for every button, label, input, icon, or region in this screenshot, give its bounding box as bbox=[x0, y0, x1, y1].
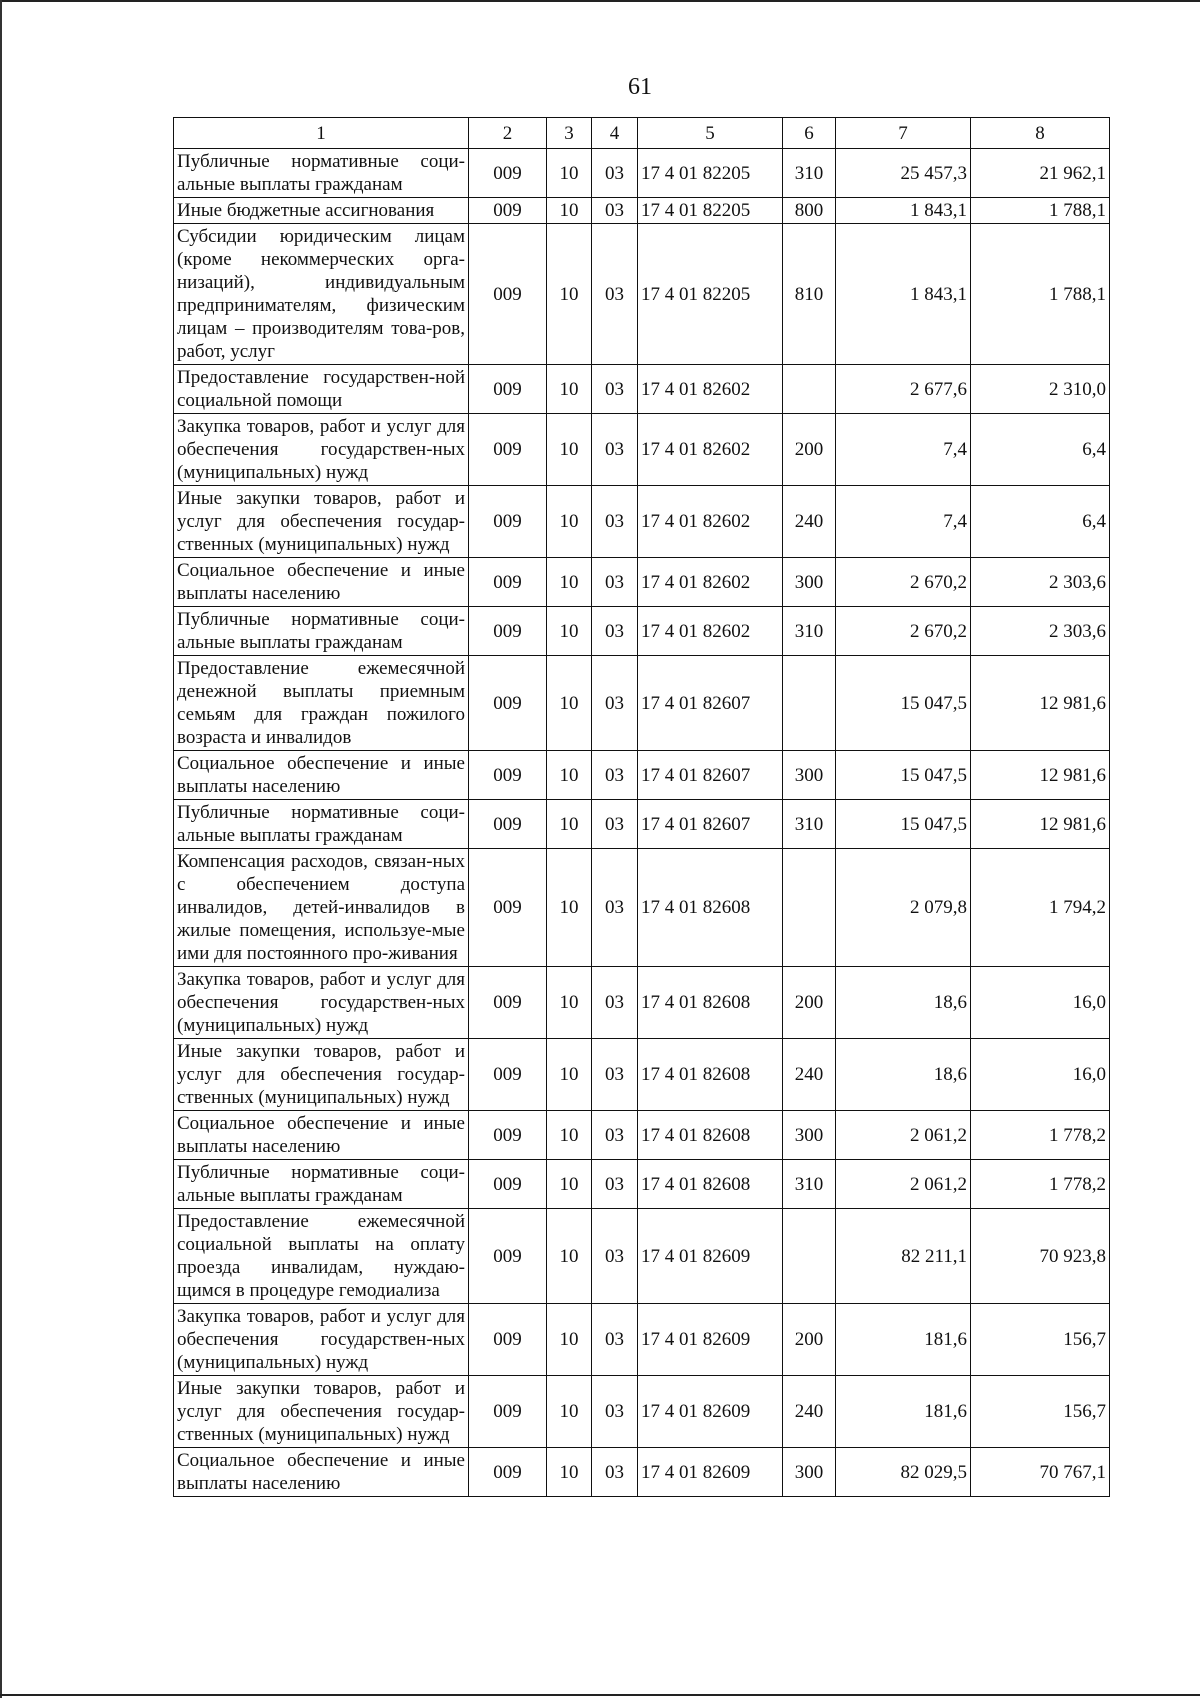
expense-type-code: 310 bbox=[783, 1160, 836, 1209]
amount-col8: 12 981,6 bbox=[971, 800, 1110, 849]
target-article-code: 17 4 01 82608 bbox=[638, 1039, 783, 1111]
target-article-code: 17 4 01 82607 bbox=[638, 751, 783, 800]
target-article-code: 17 4 01 82602 bbox=[638, 365, 783, 414]
column-header: 2 bbox=[469, 118, 547, 149]
column-header: 7 bbox=[836, 118, 971, 149]
row-description: Иные закупки товаров, работ и услуг для обеспечения государ-ственных (муниципальных) нужд bbox=[174, 486, 469, 558]
amount-col8: 2 310,0 bbox=[971, 365, 1110, 414]
column-header: 4 bbox=[592, 118, 638, 149]
row-description: Публичные нормативные соци-альные выплаты гражданам bbox=[174, 1160, 469, 1209]
amount-col7: 2 061,2 bbox=[836, 1160, 971, 1209]
amount-col7: 2 670,2 bbox=[836, 558, 971, 607]
target-article-code: 17 4 01 82608 bbox=[638, 1111, 783, 1160]
section-code: 10 bbox=[547, 149, 592, 198]
admin-code: 009 bbox=[469, 486, 547, 558]
budget-table bbox=[173, 117, 1110, 1497]
amount-col7: 82 211,1 bbox=[836, 1209, 971, 1304]
amount-col8: 12 981,6 bbox=[971, 751, 1110, 800]
header-row bbox=[174, 118, 1110, 149]
amount-col8: 1 788,1 bbox=[971, 224, 1110, 365]
column-header: 5 bbox=[638, 118, 783, 149]
subsection-code: 03 bbox=[592, 1376, 638, 1448]
row-description: Предоставление ежемесячной социальной выплаты на оплату проезда инвалидам, нуждаю-щимся в процедуре гемодиализа bbox=[174, 1209, 469, 1304]
section-code: 10 bbox=[547, 751, 592, 800]
table-row bbox=[174, 365, 1110, 414]
column-header: 1 bbox=[174, 118, 469, 149]
table-row bbox=[174, 656, 1110, 751]
target-article-code: 17 4 01 82607 bbox=[638, 656, 783, 751]
section-code: 10 bbox=[547, 558, 592, 607]
section-code: 10 bbox=[547, 1111, 592, 1160]
admin-code: 009 bbox=[469, 558, 547, 607]
target-article-code: 17 4 01 82205 bbox=[638, 224, 783, 365]
amount-col8: 1 794,2 bbox=[971, 849, 1110, 967]
expense-type-code bbox=[783, 656, 836, 751]
target-article-code: 17 4 01 82608 bbox=[638, 849, 783, 967]
table-row bbox=[174, 607, 1110, 656]
amount-col8: 16,0 bbox=[971, 1039, 1110, 1111]
subsection-code: 03 bbox=[592, 1448, 638, 1497]
target-article-code: 17 4 01 82205 bbox=[638, 198, 783, 224]
expense-type-code: 300 bbox=[783, 558, 836, 607]
target-article-code: 17 4 01 82609 bbox=[638, 1209, 783, 1304]
amount-col7: 181,6 bbox=[836, 1376, 971, 1448]
section-code: 10 bbox=[547, 224, 592, 365]
table-row bbox=[174, 1304, 1110, 1376]
table-row bbox=[174, 558, 1110, 607]
expense-type-code bbox=[783, 365, 836, 414]
amount-col7: 1 843,1 bbox=[836, 224, 971, 365]
section-code: 10 bbox=[547, 849, 592, 967]
subsection-code: 03 bbox=[592, 414, 638, 486]
subsection-code: 03 bbox=[592, 800, 638, 849]
subsection-code: 03 bbox=[592, 1160, 638, 1209]
row-description: Компенсация расходов, связан-ных с обеспечением доступа инвалидов, детей-инвалидов в жилые помещения, используе-мые ими для постоянного про-живания bbox=[174, 849, 469, 967]
row-description: Социальное обеспечение и иные выплаты населению bbox=[174, 1448, 469, 1497]
expense-type-code: 810 bbox=[783, 224, 836, 365]
section-code: 10 bbox=[547, 800, 592, 849]
target-article-code: 17 4 01 82609 bbox=[638, 1376, 783, 1448]
row-description: Закупка товаров, работ и услуг для обеспечения государствен-ных (муниципальных) нужд bbox=[174, 414, 469, 486]
table-row bbox=[174, 224, 1110, 365]
table-row bbox=[174, 800, 1110, 849]
admin-code: 009 bbox=[469, 365, 547, 414]
amount-col8: 156,7 bbox=[971, 1376, 1110, 1448]
admin-code: 009 bbox=[469, 1376, 547, 1448]
scan-border-left bbox=[0, 0, 2, 1698]
section-code: 10 bbox=[547, 1376, 592, 1448]
target-article-code: 17 4 01 82609 bbox=[638, 1448, 783, 1497]
row-description: Закупка товаров, работ и услуг для обеспечения государствен-ных (муниципальных) нужд bbox=[174, 967, 469, 1039]
amount-col7: 181,6 bbox=[836, 1304, 971, 1376]
subsection-code: 03 bbox=[592, 365, 638, 414]
subsection-code: 03 bbox=[592, 558, 638, 607]
subsection-code: 03 bbox=[592, 656, 638, 751]
section-code: 10 bbox=[547, 967, 592, 1039]
scan-border-bottom bbox=[0, 1694, 1200, 1696]
amount-col7: 18,6 bbox=[836, 1039, 971, 1111]
admin-code: 009 bbox=[469, 967, 547, 1039]
admin-code: 009 bbox=[469, 607, 547, 656]
amount-col8: 6,4 bbox=[971, 414, 1110, 486]
amount-col8: 21 962,1 bbox=[971, 149, 1110, 198]
admin-code: 009 bbox=[469, 198, 547, 224]
row-description: Закупка товаров, работ и услуг для обеспечения государствен-ных (муниципальных) нужд bbox=[174, 1304, 469, 1376]
amount-col7: 2 670,2 bbox=[836, 607, 971, 656]
table-row bbox=[174, 414, 1110, 486]
expense-type-code: 310 bbox=[783, 149, 836, 198]
table-row bbox=[174, 1039, 1110, 1111]
amount-col7: 82 029,5 bbox=[836, 1448, 971, 1497]
admin-code: 009 bbox=[469, 1160, 547, 1209]
admin-code: 009 bbox=[469, 656, 547, 751]
subsection-code: 03 bbox=[592, 149, 638, 198]
amount-col7: 2 061,2 bbox=[836, 1111, 971, 1160]
subsection-code: 03 bbox=[592, 198, 638, 224]
column-header: 8 bbox=[971, 118, 1110, 149]
subsection-code: 03 bbox=[592, 1209, 638, 1304]
page-number: 61 bbox=[628, 74, 652, 100]
amount-col7: 15 047,5 bbox=[836, 800, 971, 849]
admin-code: 009 bbox=[469, 1039, 547, 1111]
column-header: 6 bbox=[783, 118, 836, 149]
expense-type-code: 240 bbox=[783, 1376, 836, 1448]
subsection-code: 03 bbox=[592, 1304, 638, 1376]
target-article-code: 17 4 01 82205 bbox=[638, 149, 783, 198]
expense-type-code: 310 bbox=[783, 800, 836, 849]
section-code: 10 bbox=[547, 365, 592, 414]
section-code: 10 bbox=[547, 607, 592, 656]
row-description: Предоставление ежемесячной денежной выплаты приемным семьям для граждан пожилого возраста и инвалидов bbox=[174, 656, 469, 751]
admin-code: 009 bbox=[469, 751, 547, 800]
subsection-code: 03 bbox=[592, 1111, 638, 1160]
target-article-code: 17 4 01 82602 bbox=[638, 414, 783, 486]
subsection-code: 03 bbox=[592, 967, 638, 1039]
row-description: Публичные нормативные соци-альные выплаты гражданам bbox=[174, 149, 469, 198]
amount-col7: 2 079,8 bbox=[836, 849, 971, 967]
admin-code: 009 bbox=[469, 149, 547, 198]
expense-type-code: 300 bbox=[783, 751, 836, 800]
expense-type-code: 200 bbox=[783, 414, 836, 486]
section-code: 10 bbox=[547, 1304, 592, 1376]
amount-col8: 2 303,6 bbox=[971, 558, 1110, 607]
table-row bbox=[174, 486, 1110, 558]
subsection-code: 03 bbox=[592, 849, 638, 967]
amount-col7: 2 677,6 bbox=[836, 365, 971, 414]
amount-col7: 18,6 bbox=[836, 967, 971, 1039]
row-description: Предоставление государствен-ной социальной помощи bbox=[174, 365, 469, 414]
section-code: 10 bbox=[547, 198, 592, 224]
amount-col7: 15 047,5 bbox=[836, 656, 971, 751]
admin-code: 009 bbox=[469, 1209, 547, 1304]
admin-code: 009 bbox=[469, 414, 547, 486]
expense-type-code: 200 bbox=[783, 967, 836, 1039]
target-article-code: 17 4 01 82609 bbox=[638, 1304, 783, 1376]
table-row bbox=[174, 1376, 1110, 1448]
subsection-code: 03 bbox=[592, 224, 638, 365]
row-description: Социальное обеспечение и иные выплаты населению bbox=[174, 558, 469, 607]
expense-type-code: 310 bbox=[783, 607, 836, 656]
amount-col8: 1 788,1 bbox=[971, 198, 1110, 224]
amount-col7: 7,4 bbox=[836, 486, 971, 558]
expense-type-code: 300 bbox=[783, 1448, 836, 1497]
row-description: Иные закупки товаров, работ и услуг для обеспечения государ-ственных (муниципальных) нужд bbox=[174, 1376, 469, 1448]
amount-col7: 25 457,3 bbox=[836, 149, 971, 198]
section-code: 10 bbox=[547, 1448, 592, 1497]
section-code: 10 bbox=[547, 1039, 592, 1111]
expense-type-code: 300 bbox=[783, 1111, 836, 1160]
target-article-code: 17 4 01 82602 bbox=[638, 486, 783, 558]
table-row bbox=[174, 198, 1110, 224]
amount-col8: 16,0 bbox=[971, 967, 1110, 1039]
column-header: 3 bbox=[547, 118, 592, 149]
table-row bbox=[174, 1448, 1110, 1497]
target-article-code: 17 4 01 82608 bbox=[638, 1160, 783, 1209]
amount-col8: 156,7 bbox=[971, 1304, 1110, 1376]
expense-type-code: 200 bbox=[783, 1304, 836, 1376]
row-description: Иные закупки товаров, работ и услуг для обеспечения государ-ственных (муниципальных) нужд bbox=[174, 1039, 469, 1111]
section-code: 10 bbox=[547, 656, 592, 751]
section-code: 10 bbox=[547, 414, 592, 486]
row-description: Публичные нормативные соци-альные выплаты гражданам bbox=[174, 800, 469, 849]
amount-col7: 1 843,1 bbox=[836, 198, 971, 224]
row-description: Субсидии юридическим лицам (кроме некоммерческих орга-низаций), индивидуальным предпринимателям, физическим лицам – производителям това-ров, работ, услуг bbox=[174, 224, 469, 365]
table-row bbox=[174, 1160, 1110, 1209]
admin-code: 009 bbox=[469, 1448, 547, 1497]
amount-col8: 12 981,6 bbox=[971, 656, 1110, 751]
subsection-code: 03 bbox=[592, 751, 638, 800]
admin-code: 009 bbox=[469, 1111, 547, 1160]
amount-col8: 70 767,1 bbox=[971, 1448, 1110, 1497]
expense-type-code bbox=[783, 849, 836, 967]
expense-type-code: 240 bbox=[783, 1039, 836, 1111]
table-row bbox=[174, 1209, 1110, 1304]
target-article-code: 17 4 01 82607 bbox=[638, 800, 783, 849]
table-row bbox=[174, 149, 1110, 198]
section-code: 10 bbox=[547, 486, 592, 558]
amount-col8: 2 303,6 bbox=[971, 607, 1110, 656]
admin-code: 009 bbox=[469, 224, 547, 365]
amount-col8: 70 923,8 bbox=[971, 1209, 1110, 1304]
row-description: Социальное обеспечение и иные выплаты населению bbox=[174, 1111, 469, 1160]
expense-type-code: 800 bbox=[783, 198, 836, 224]
amount-col7: 15 047,5 bbox=[836, 751, 971, 800]
admin-code: 009 bbox=[469, 800, 547, 849]
row-description: Публичные нормативные соци-альные выплаты гражданам bbox=[174, 607, 469, 656]
subsection-code: 03 bbox=[592, 607, 638, 656]
row-description: Иные бюджетные ассигнования bbox=[174, 198, 469, 224]
amount-col8: 1 778,2 bbox=[971, 1111, 1110, 1160]
expense-type-code bbox=[783, 1209, 836, 1304]
row-description: Социальное обеспечение и иные выплаты населению bbox=[174, 751, 469, 800]
table-row bbox=[174, 751, 1110, 800]
target-article-code: 17 4 01 82608 bbox=[638, 967, 783, 1039]
admin-code: 009 bbox=[469, 1304, 547, 1376]
amount-col7: 7,4 bbox=[836, 414, 971, 486]
expense-type-code: 240 bbox=[783, 486, 836, 558]
admin-code: 009 bbox=[469, 849, 547, 967]
scan-border-top bbox=[0, 0, 1200, 2]
section-code: 10 bbox=[547, 1209, 592, 1304]
subsection-code: 03 bbox=[592, 486, 638, 558]
amount-col8: 6,4 bbox=[971, 486, 1110, 558]
amount-col8: 1 778,2 bbox=[971, 1160, 1110, 1209]
target-article-code: 17 4 01 82602 bbox=[638, 607, 783, 656]
subsection-code: 03 bbox=[592, 1039, 638, 1111]
table-row bbox=[174, 967, 1110, 1039]
target-article-code: 17 4 01 82602 bbox=[638, 558, 783, 607]
table-row bbox=[174, 1111, 1110, 1160]
table-row bbox=[174, 849, 1110, 967]
section-code: 10 bbox=[547, 1160, 592, 1209]
